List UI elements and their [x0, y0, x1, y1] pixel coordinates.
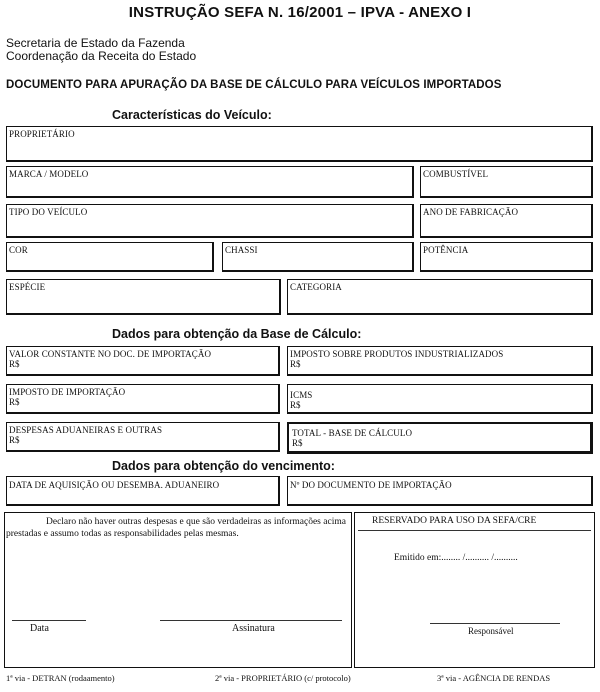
field-despesas[interactable] [6, 422, 280, 452]
currency-despesas: R$ [9, 435, 20, 445]
label-num-documento: Nº DO DOCUMENTO DE IMPORTAÇÃO [290, 480, 452, 490]
form-title: INSTRUÇÃO SEFA N. 16/2001 – IPVA - ANEXO I [128, 4, 472, 21]
label-ipi: IMPOSTO SOBRE PRODUTOS INDUSTRIALIZADOS [290, 349, 504, 359]
reserved-title-underline [358, 530, 591, 531]
field-potencia[interactable] [420, 242, 593, 272]
footer-via-1: 1ª via - DETRAN (rodaamento) [6, 673, 115, 683]
responsavel-line [430, 623, 560, 624]
currency-total-base: R$ [292, 438, 303, 448]
currency-imposto-importacao: R$ [9, 397, 20, 407]
field-imposto-importacao[interactable] [6, 384, 280, 414]
document-title: DOCUMENTO PARA APURAÇÃO DA BASE DE CÁLCULO PARA VEÍCULOS IMPORTADOS [6, 79, 502, 91]
label-proprietario: PROPRIETÁRIO [9, 129, 75, 139]
label-potencia: POTÊNCIA [423, 245, 469, 255]
section-vencimento-title: Dados para obtenção do vencimento: [112, 459, 335, 473]
label-cor: COR [9, 245, 28, 255]
label-imposto-importacao: IMPOSTO DE IMPORTAÇÃO [9, 387, 126, 397]
org-line-secretaria: Secretaria de Estado da Fazenda [6, 36, 185, 50]
field-chassi[interactable] [222, 242, 414, 272]
label-tipo-veiculo: TIPO DO VEÍCULO [9, 207, 88, 217]
reserved-box [354, 512, 595, 668]
label-data: Data [30, 623, 49, 634]
label-especie: ESPÉCIE [9, 282, 46, 292]
section-vehicle-title: Características do Veículo: [112, 108, 272, 122]
label-responsavel: Responsável [468, 626, 514, 636]
field-cor[interactable] [6, 242, 214, 272]
field-especie[interactable] [6, 279, 281, 315]
label-data-aquisicao: DATA DE AQUISIÇÃO OU DESEMBA. ADUANEIRO [9, 480, 220, 490]
label-assinatura: Assinatura [232, 623, 275, 634]
field-tipo-veiculo[interactable] [6, 204, 414, 238]
field-valor-doc[interactable] [6, 346, 280, 376]
footer-via-2: 2ª via - PROPRIETÁRIO (c/ protocolo) [215, 673, 351, 683]
label-combustivel: COMBUSTÍVEL [423, 169, 489, 179]
field-icms[interactable] [287, 384, 593, 414]
label-despesas: DESPESAS ADUANEIRAS E OUTRAS [9, 425, 163, 435]
field-categoria[interactable] [287, 279, 593, 315]
label-valor-doc: VALOR CONSTANTE NO DOC. DE IMPORTAÇÃO [9, 349, 212, 359]
currency-valor-doc: R$ [9, 359, 20, 369]
currency-icms: R$ [290, 400, 301, 410]
field-ano-fabricacao[interactable] [420, 204, 593, 238]
org-line-coordenacao: Coordenação da Receita do Estado [6, 49, 197, 63]
field-ipi[interactable] [287, 346, 593, 376]
label-marca-modelo: MARCA / MODELO [9, 169, 89, 179]
label-categoria: CATEGORIA [290, 282, 342, 292]
label-icms: ICMS [290, 390, 313, 400]
section-base-title: Dados para obtenção da Base de Cálculo: [112, 327, 362, 341]
field-proprietario[interactable] [6, 126, 593, 162]
label-ano-fabricacao: ANO DE FABRICAÇÃO [423, 207, 519, 217]
field-marca-modelo[interactable] [6, 166, 414, 198]
field-data-aquisicao[interactable] [6, 476, 280, 506]
date-signature-line [12, 620, 86, 621]
reserved-title: RESERVADO PARA USO DA SEFA/CRE [372, 516, 537, 526]
footer-via-3: 3ª via - AGÊNCIA DE RENDAS [437, 673, 551, 683]
field-combustivel[interactable] [420, 166, 593, 198]
currency-ipi: R$ [290, 359, 301, 369]
emitido-em: Emitido em:........ /.......... /.......... [394, 553, 518, 563]
declaration-text: Declaro não haver outras despesas e que são verdadeiras as informações acima prestadas e assumo todas as responsabilidades pelas mesmas. [6, 517, 346, 539]
label-total-base: TOTAL - BASE DE CÁLCULO [292, 428, 413, 438]
field-total-base[interactable] [287, 422, 593, 454]
field-num-documento[interactable] [287, 476, 593, 506]
label-chassi: CHASSI [225, 245, 258, 255]
signature-line [160, 620, 342, 621]
